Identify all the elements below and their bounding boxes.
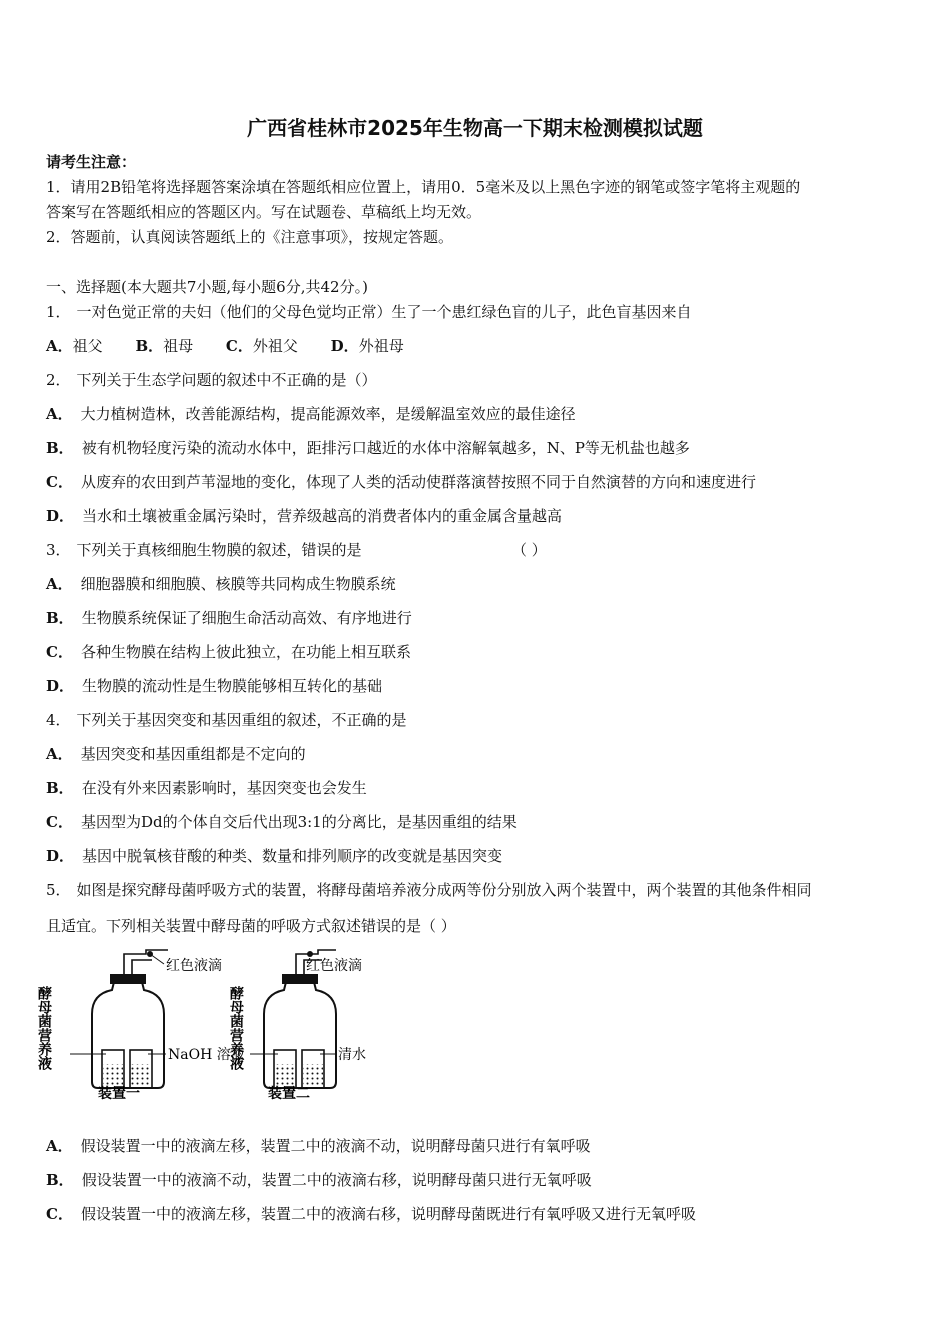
question-stem: 一对色觉正常的夫妇（他们的父母色觉均正常）生了一个患红绿色盲的儿子，此色盲基因来自 <box>76 303 692 321</box>
option-d: D． 生物膜的流动性是生物膜能够相互转化的基础 <box>46 677 383 695</box>
option-a: A． 细胞器膜和细胞膜、核膜等共同构成生物膜系统 <box>46 575 396 593</box>
caption: 装置二 <box>268 1086 310 1102</box>
side-label: 酵母菌营养液 <box>228 986 244 1070</box>
option-c: C．外祖父 <box>225 337 298 355</box>
question-stem: 下列关于基因突变和基因重组的叙述，不正确的是 <box>76 711 407 729</box>
option-d: D． 基因中脱氧核苷酸的种类、数量和排列顺序的改变就是基因突变 <box>46 847 503 865</box>
question-stem: 下列关于生态学问题的叙述中不正确的是（） <box>76 371 377 389</box>
question-4 <box>46 710 407 730</box>
yeast-respiration-figure <box>36 946 380 1106</box>
option-a: A． 大力植树造林，改善能源结构，提高能源效率，是缓解温室效应的最佳途径 <box>46 405 576 423</box>
page-title: 广西省桂林市2025年生物高一下期末检测模拟试题 <box>247 116 703 140</box>
device-1 <box>36 950 245 1102</box>
device-2 <box>228 950 366 1102</box>
question-1 <box>46 302 692 322</box>
question-5-stem-cont: 且适宜。下列相关装置中酵母菌的呼吸方式叙述错误的是（ ） <box>46 917 456 935</box>
question-number: 1． <box>46 303 71 321</box>
notice-item-1-cont: 答案写在答题纸相应的答题区内。写在试题卷、草稿纸上均无效。 <box>46 203 482 221</box>
drop-label: 红色液滴 <box>166 958 222 974</box>
option-b: B． 被有机物轻度污染的流动水体中，距排污口越近的水体中溶解氧越多，N、P等无机盐也越多 <box>46 439 690 457</box>
notice-item-2: 2．答题前，认真阅读答题纸上的《注意事项》，按规定答题。 <box>46 228 454 246</box>
drop-label: 红色液滴 <box>306 958 362 974</box>
question-number: 3． <box>46 541 71 559</box>
question-1-options <box>46 336 432 356</box>
option-a: A． 假设装置一中的液滴左移，装置二中的液滴不动，说明酵母菌只进行有氧呼吸 <box>46 1137 591 1155</box>
answer-bracket: （ ） <box>512 541 547 559</box>
question-number: 4． <box>46 711 71 729</box>
option-b: B． 生物膜系统保证了细胞生命活动高效、有序地进行 <box>46 609 412 627</box>
solution-label: NaOH 溶液 <box>168 1047 245 1063</box>
option-b: B． 在没有外来因素影响时，基因突变也会发生 <box>46 779 367 797</box>
caption: 装置一 <box>98 1086 140 1102</box>
option-c: C． 从废弃的农田到芦苇湿地的变化，体现了人类的活动使群落演替按照不同于自然演替的方向和速度进行 <box>46 473 756 491</box>
option-b: B． 假设装置一中的液滴不动，装置二中的液滴右移，说明酵母菌只进行无氧呼吸 <box>46 1171 592 1189</box>
option-c: C． 各种生物膜在结构上彼此独立，在功能上相互联系 <box>46 643 411 661</box>
question-stem: 如图是探究酵母菌呼吸方式的装置，将酵母菌培养液分成两等份分别放入两个装置中，两个装置的其他条件相同 <box>76 881 812 899</box>
question-2 <box>46 370 377 390</box>
option-d: D．外祖母 <box>330 337 404 355</box>
question-number: 2． <box>46 371 71 389</box>
option-b: B．祖母 <box>135 337 194 355</box>
side-label: 酵母菌营养液 <box>36 986 52 1070</box>
solution-label: 清水 <box>338 1047 366 1063</box>
question-number: 5． <box>46 881 71 899</box>
question-3 <box>46 540 362 560</box>
option-a: A． 基因突变和基因重组都是不定向的 <box>46 745 306 763</box>
notice-heading: 请考生注意： <box>46 153 137 171</box>
option-d: D． 当水和土壤被重金属污染时，营养级越高的消费者体内的重金属含量越高 <box>46 507 563 525</box>
option-a: A．祖父 <box>46 337 103 355</box>
option-c: C． 基因型为Dd的个体自交后代出现3:1的分离比，是基因重组的结果 <box>46 813 517 831</box>
question-5 <box>46 880 812 900</box>
section-heading: 一、选择题(本大题共7小题,每小题6分,共42分。) <box>46 278 368 296</box>
option-c: C． 假设装置一中的液滴左移，装置二中的液滴右移，说明酵母菌既进行有氧呼吸又进行无氧呼吸 <box>46 1205 696 1223</box>
question-stem: 下列关于真核细胞生物膜的叙述，错误的是 <box>76 541 362 559</box>
notice-item-1: 1．请用2B铅笔将选择题答案涂填在答题纸相应位置上，请用0．5毫米及以上黑色字迹的钢笔或签字笔将主观题的 <box>46 178 801 196</box>
